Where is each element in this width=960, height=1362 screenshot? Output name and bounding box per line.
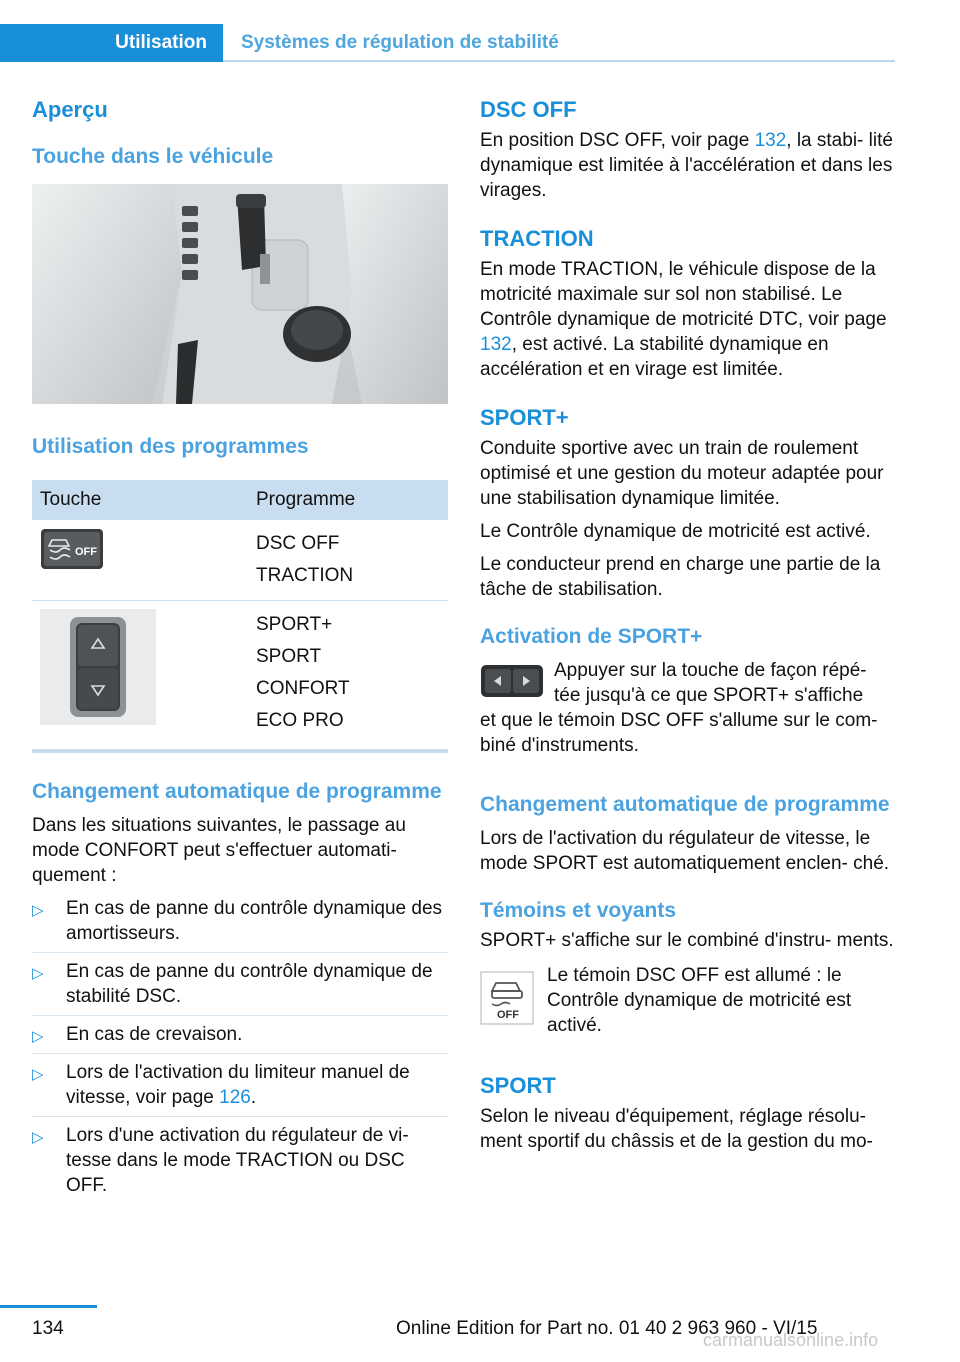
heading-changement-auto-right: Changement automatique de programme	[480, 793, 890, 816]
program-confort: CONFORT	[256, 678, 350, 699]
sport-plus-text-1: Conduite sportive avec un train de roulement optimisé et une gestion du moteur adaptée pour une stabilisation dynamique limitée.	[480, 438, 884, 509]
triangle-bullet-icon: ▷	[32, 1129, 44, 1146]
edition-info: Online Edition for Part no. 01 40 2 963 960 - VI/15	[396, 1318, 818, 1339]
heading-touche-vehicule: Touche dans le véhicule	[32, 145, 274, 168]
center-console-illustration	[32, 184, 448, 404]
heading-activation-sport-plus: Activation de SPORT+	[480, 625, 703, 648]
page-number: 134	[32, 1318, 64, 1339]
activation-text-beside: Appuyer sur la touche de façon répé‐ tée jusqu'à ce que SPORT+ s'affiche	[554, 660, 867, 706]
watermark: carmanualsonline.info	[703, 1330, 879, 1350]
sport-plus-text-3: Le conducteur prend en charge une partie de la tâche de stabilisation.	[480, 554, 881, 600]
heading-temoins: Témoins et voyants	[480, 899, 677, 922]
bullet-list	[32, 896, 448, 1204]
sport-text: Selon le niveau d'équipement, réglage résolu‐ ment sportif du châssis et de la gestion du mo‐	[480, 1106, 873, 1152]
tab-systemes-regulation[interactable]: Systèmes de régulation de stabilité	[223, 24, 895, 62]
drive-mode-switch-icon	[40, 609, 156, 725]
footer-accent-line	[0, 1305, 97, 1308]
column-header-touche: Touche	[32, 480, 248, 520]
program-dsc-off: DSC OFF	[256, 533, 340, 554]
table-end-bar	[32, 749, 448, 753]
dsc-off-button-icon	[40, 528, 104, 570]
sport-plus-text-2: Le Contrôle dynamique de motricité est activé.	[480, 521, 871, 542]
triangle-bullet-icon: ▷	[32, 1066, 44, 1083]
dsc-off-text: En position DSC OFF, voir page 132, la stabi‐ lité dynamique est limitée à l'accélération et dans les virages.	[480, 130, 893, 201]
left-column	[32, 96, 448, 1210]
heading-sport-plus: SPORT+	[480, 405, 569, 430]
temoins-text-1: SPORT+ s'affiche sur le combiné d'instru‐ ments.	[480, 930, 894, 951]
list-item: ▷ Lors de l'activation du limiteur manuel de vitesse, voir page 126.	[32, 1060, 448, 1117]
table-row	[32, 520, 448, 601]
table-header	[32, 480, 448, 520]
table-cell-key	[32, 520, 248, 601]
heading-traction: TRACTION	[480, 226, 594, 251]
table-cell-programs	[248, 601, 448, 746]
activation-block	[480, 658, 896, 758]
activation-text-rest: et que le témoin DSC OFF s'allume sur le com‐ biné d'instruments.	[480, 710, 878, 756]
program-sport: SPORT	[256, 646, 322, 667]
dsc-off-indicator-icon	[480, 971, 534, 1025]
heading-utilisation-programmes: Utilisation des programmes	[32, 435, 309, 458]
list-item: ▷ En cas de panne du contrôle dynamique des amortisseurs.	[32, 896, 448, 953]
mode-switch-button-icon	[480, 664, 544, 698]
list-item: ▷ Lors d'une activation du régulateur de vi‐ tesse dans le mode TRACTION ou DSC OFF.	[32, 1125, 409, 1196]
indicator-label: OFF	[497, 1009, 519, 1021]
console-photo	[32, 184, 448, 404]
table-cell-key	[32, 601, 248, 746]
program-table	[32, 480, 448, 745]
list-item: ▷ En cas de panne du contrôle dynamique de stabilité DSC.	[32, 959, 448, 1016]
triangle-bullet-icon: ▷	[32, 902, 44, 919]
changement-text-right: Lors de l'activation du régulateur de vitesse, le mode SPORT est automatiquement enclen‐ ché.	[480, 828, 890, 874]
heading-apercu: Aperçu	[32, 97, 108, 122]
tab-utilisation[interactable]: Utilisation	[0, 24, 223, 62]
temoins-text-2: Le témoin DSC OFF est allumé : le Contrôle dynamique de motricité est activé.	[547, 965, 852, 1036]
table-row	[32, 601, 448, 746]
tab-underline	[223, 60, 895, 62]
traction-text: En mode TRACTION, le véhicule dispose de la motricité maximale sur sol non stabilisé. Le Contrôle dynamique de motricité DTC, voir page 132, est activé. La stabilité dynamique en accélération et en virage est limitée.	[480, 259, 887, 380]
heading-dsc-off: DSC OFF	[480, 97, 577, 122]
program-sport-plus: SPORT+	[256, 614, 333, 635]
dsc-icon-label: OFF	[75, 546, 97, 558]
column-header-programme: Programme	[248, 480, 448, 520]
page-link-132[interactable]: 132	[480, 334, 512, 355]
changement-intro: Dans les situations suivantes, le passage au mode CONFORT peut s'effectuer automati‐ quement :	[32, 815, 406, 886]
program-traction: TRACTION	[256, 565, 354, 586]
right-column	[480, 96, 896, 1154]
program-eco-pro: ECO PRO	[256, 710, 344, 731]
temoins-indicator-block	[480, 963, 896, 1038]
triangle-bullet-icon: ▷	[32, 1028, 44, 1045]
triangle-bullet-icon: ▷	[32, 965, 44, 982]
page-link-126[interactable]: 126	[219, 1087, 251, 1108]
heading-sport: SPORT	[480, 1073, 556, 1098]
list-item: ▷ En cas de crevaison.	[32, 1022, 448, 1054]
table-cell-programs	[248, 520, 448, 601]
page-link-132[interactable]: 132	[754, 130, 787, 151]
heading-changement-auto: Changement automatique de programme	[32, 780, 442, 803]
header-tabs	[0, 24, 895, 62]
